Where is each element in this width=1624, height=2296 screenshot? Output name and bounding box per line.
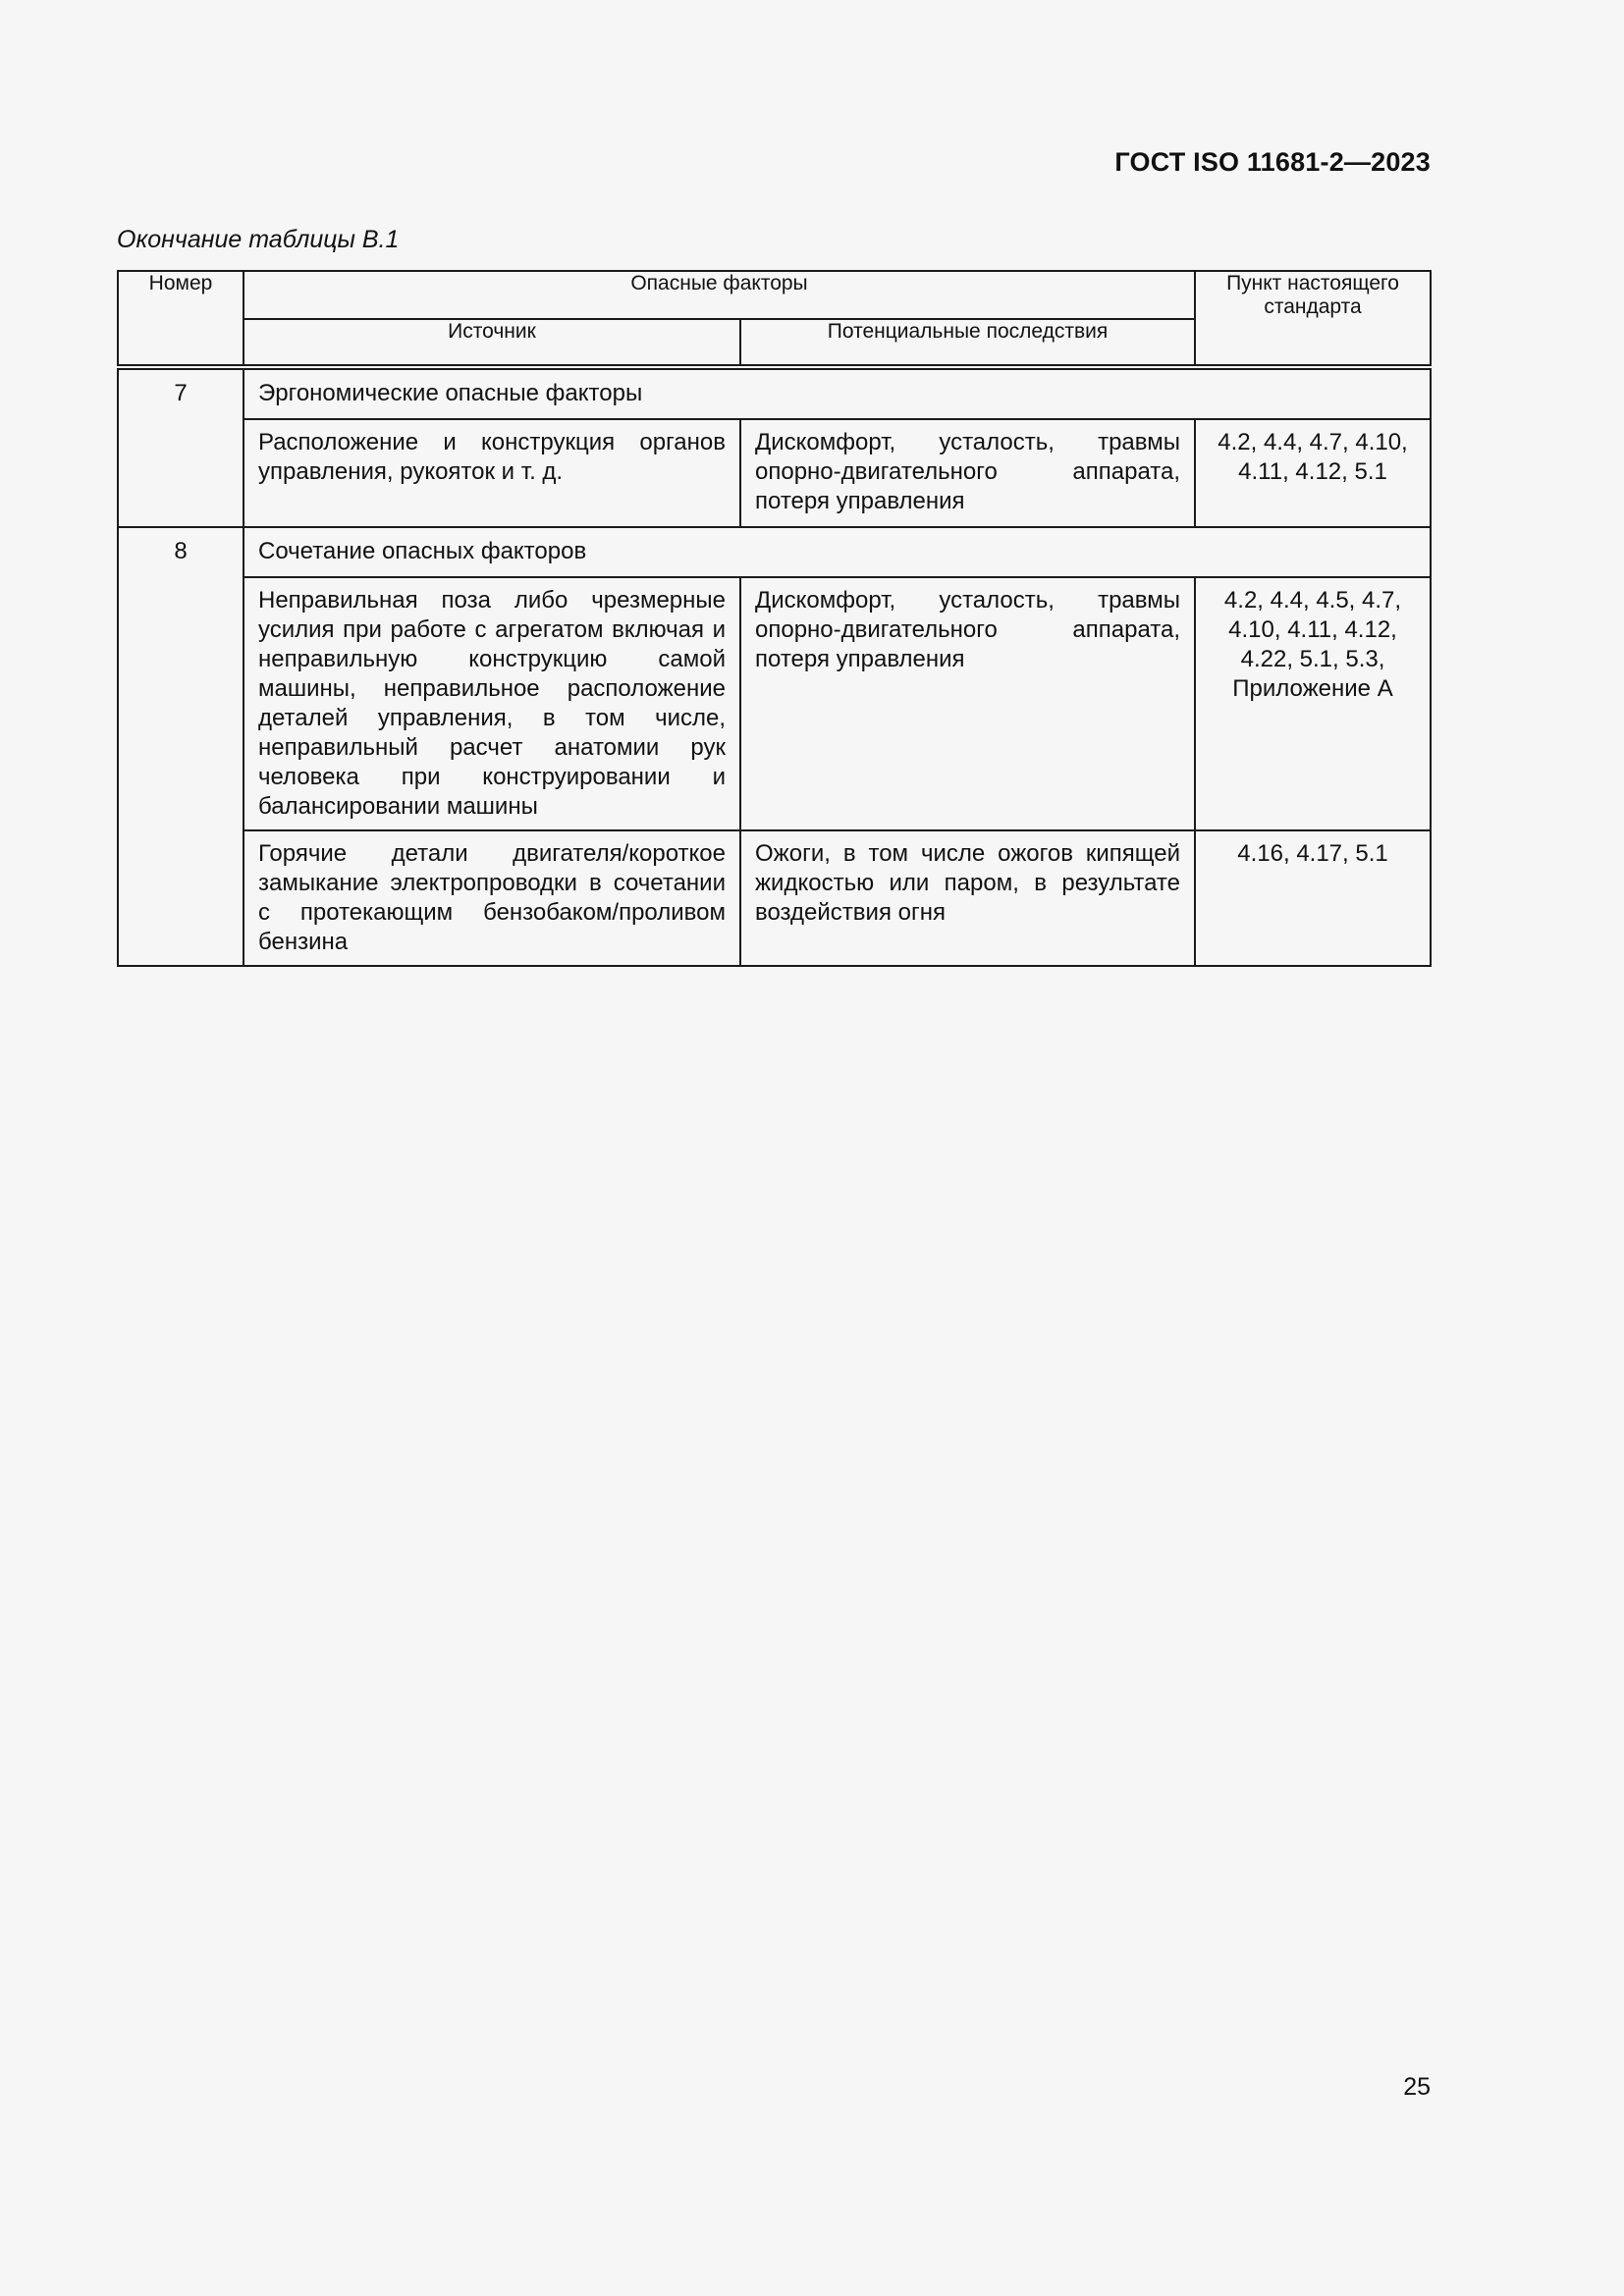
group-title: Эргономические опасные факторы: [244, 367, 1431, 419]
page-number: 25: [1403, 2073, 1431, 2101]
clause-cell: 4.16, 4.17, 5.1: [1195, 830, 1431, 966]
header-hazards-group: Опасные факторы: [244, 271, 1195, 319]
table-row: [118, 527, 1431, 577]
header-number: Номер: [118, 271, 244, 367]
consequences-cell: Дискомфорт, усталость, травмы опорно-двигательного аппарата, потеря управления: [740, 419, 1195, 527]
table-row: [118, 830, 1431, 966]
clause-cell: 4.2, 4.4, 4.5, 4.7, 4.10, 4.11, 4.12, 4.22, 5.1, 5.3, Приложение А: [1195, 577, 1431, 830]
header-clause: Пункт настоящего стандарта: [1195, 271, 1431, 367]
document-code: ГОСТ ISO 11681-2—2023: [1114, 147, 1431, 177]
table-row: [118, 367, 1431, 419]
source-cell: Горячие детали двигателя/короткое замыкание электропроводки в сочетании с протекающим бензобаком/проливом бензина: [244, 830, 740, 966]
row-number: 8: [118, 527, 244, 966]
source-cell: Неправильная поза либо чрезмерные усилия при работе с агрегатом включая и неправильную конструкцию самой машины, неправильное расположение деталей управления, в том числе, неправильный расчет анатомии рук человека при конструировании и балансировании машины: [244, 577, 740, 830]
table-row: [118, 419, 1431, 527]
consequences-cell: Ожоги, в том числе ожогов кипящей жидкостью или паром, в результате воздействия огня: [740, 830, 1195, 966]
row-number: 7: [118, 367, 244, 527]
consequences-cell: Дискомфорт, усталость, травмы опорно-двигательного аппарата, потеря управления: [740, 577, 1195, 830]
source-cell: Расположение и конструкция органов управления, рукояток и т. д.: [244, 419, 740, 527]
hazards-table: [117, 270, 1432, 967]
clause-cell: 4.2, 4.4, 4.7, 4.10, 4.11, 4.12, 5.1: [1195, 419, 1431, 527]
table-caption: Окончание таблицы В.1: [117, 226, 400, 253]
table-row: [118, 577, 1431, 830]
header-consequences: Потенциальные последствия: [740, 319, 1195, 367]
header-source: Источник: [244, 319, 740, 367]
group-title: Сочетание опасных факторов: [244, 527, 1431, 577]
